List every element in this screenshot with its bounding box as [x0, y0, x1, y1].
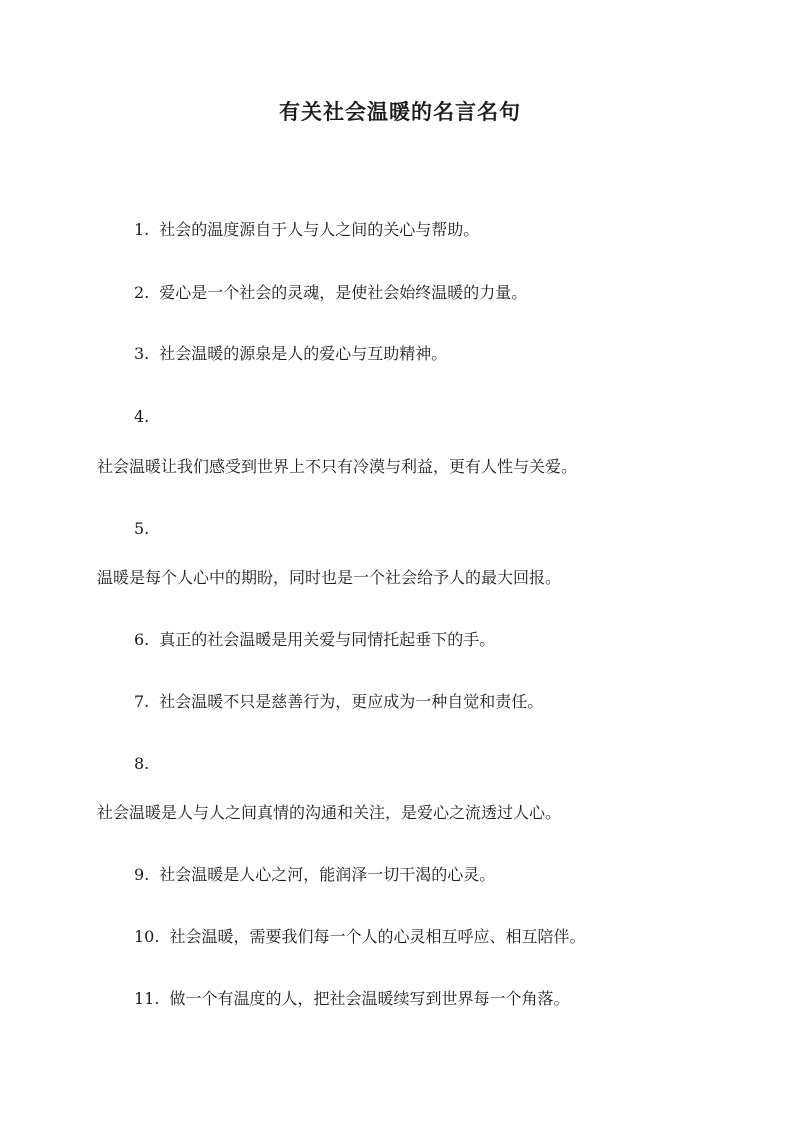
quote-number-5: 5. — [134, 519, 150, 538]
quote-text: 爱心是一个社会的灵魂，是使社会始终温暖的力量。 — [159, 283, 528, 302]
quote-text: 社会温暖不只是慈善行为，更应成为一种自觉和责任。 — [159, 692, 544, 711]
quote-number: 3. — [134, 344, 150, 363]
quote-item-6 — [134, 629, 495, 651]
quote-text: 真正的社会温暖是用关爱与同情托起垂下的手。 — [159, 630, 496, 649]
quote-number-8: 8. — [134, 754, 150, 773]
quote-number: 9. — [134, 865, 150, 884]
quote-item-7 — [134, 691, 543, 713]
quote-text: 做一个有温度的人，把社会温暖续写到世界每一个角落。 — [169, 989, 570, 1008]
quote-number-4: 4. — [134, 407, 150, 426]
quote-item-3 — [134, 343, 447, 365]
quote-text-8: 社会温暖是人与人之间真情的沟通和关注，是爱心之流透过人心。 — [97, 803, 562, 822]
quote-text: 社会温暖，需要我们每一个人的心灵相互呼应、相互陪伴。 — [169, 927, 586, 946]
quote-text-5: 温暖是每个人心中的期盼，同时也是一个社会给予人的最大回报。 — [97, 568, 562, 587]
quote-text: 社会的温度源自于人与人之间的关心与帮助。 — [159, 220, 480, 239]
quote-item-9 — [134, 864, 495, 886]
quote-number: 2. — [134, 283, 150, 302]
quote-number: 11. — [134, 989, 160, 1008]
quote-item-11 — [134, 988, 569, 1010]
quote-number: 10. — [134, 927, 160, 946]
quote-item-2 — [134, 282, 527, 304]
quote-text-4: 社会温暖让我们感受到世界上不只有冷漠与利益，更有人性与关爱。 — [97, 457, 578, 476]
quote-text: 社会温暖的源泉是人的爱心与互助精神。 — [159, 344, 448, 363]
quote-item-10 — [134, 926, 585, 948]
quote-number: 6. — [134, 630, 150, 649]
quote-number: 7. — [134, 692, 150, 711]
document-title: 有关社会温暖的名言名句 — [279, 99, 521, 124]
quote-item-1 — [134, 219, 479, 241]
quote-number: 1. — [134, 220, 150, 239]
quote-text: 社会温暖是人心之河，能润泽一切干渴的心灵。 — [159, 865, 496, 884]
